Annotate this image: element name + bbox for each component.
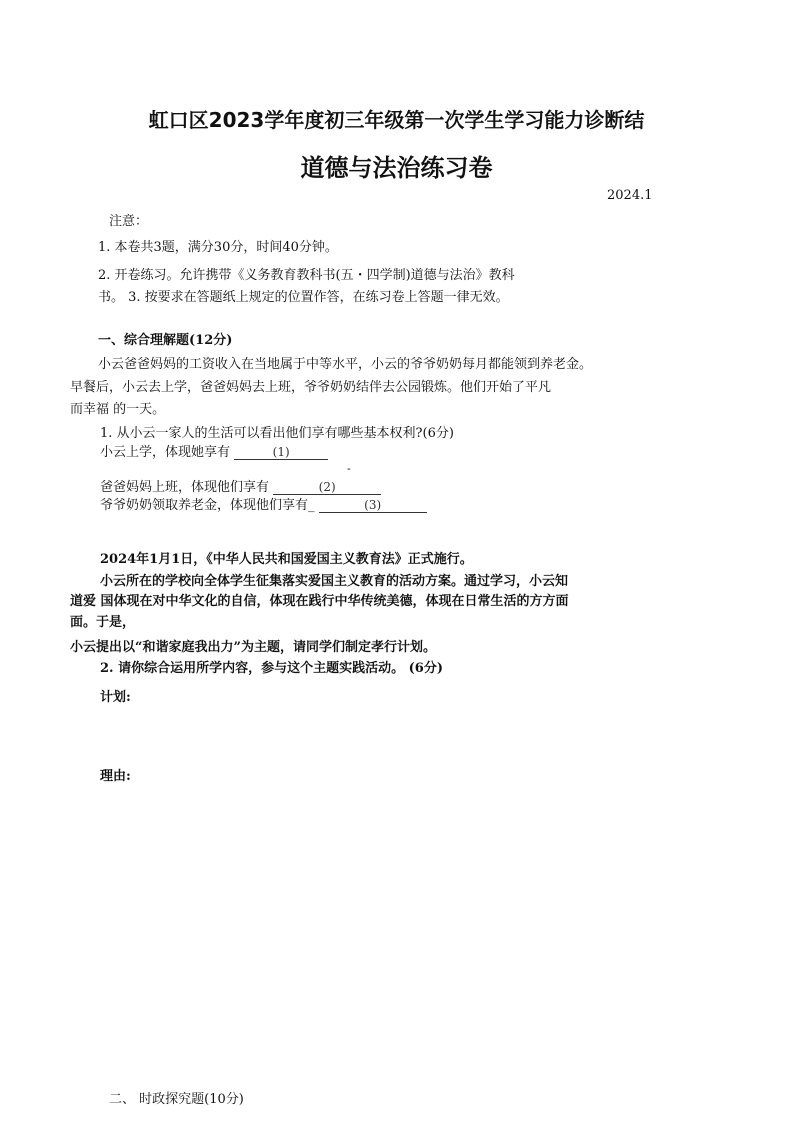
question-1-line-b: [100, 476, 381, 495]
question-1: 1. 从小云一家人的生活可以看出他们享有哪些基本权利?(6分): [100, 426, 454, 441]
exam-title-line2: 道德与法治练习卷: [300, 154, 493, 182]
notice-item-2-line1: 2. 开卷练习。允许携带《义务教育教科书(五・四学制)道德与法治》教科: [98, 268, 515, 283]
answer-blank-2[interactable]: (2): [273, 480, 381, 495]
exam-date: 2024.1: [607, 188, 653, 203]
patriot-law-line5: 小云提出以“和谐家庭我出力”为主题，请同学们制定孝行计划。: [70, 640, 436, 655]
question-1-c-text: 爷爷奶奶领取养老金，体现他们享有_: [100, 498, 315, 513]
reason-label: 理由:: [100, 769, 131, 784]
section1-paragraph-line2: 早餐后，小云去上学，爸爸妈妈去上班，爷爷奶奶结伴去公园锻炼。他们开始了平凡: [70, 380, 552, 395]
notice-item-2-line2: 书。 3. 按要求在答题纸上规定的位置作答，在练习卷上答题一律无效。: [98, 290, 509, 305]
section1-paragraph-line1: 小云爸爸妈妈的工资收入在当地属于中等水平，小云的爷爷奶奶每月都能领到养老金。: [98, 357, 593, 372]
question-1-b-text: 爸爸妈妈上班，体现他们享有: [100, 480, 270, 495]
question-2: 2. 请你综合运用所学内容，参与这个主题实践活动。 (6分): [100, 661, 443, 676]
answer-blank-3[interactable]: (3): [319, 498, 427, 513]
stray-mark: -: [347, 462, 351, 475]
patriot-law-line4: 面。于是，: [70, 615, 136, 630]
section1-paragraph-line3: 而幸福 的一天。: [70, 402, 166, 417]
question-1-line-c: [100, 494, 427, 513]
patriot-law-line2: 小云所在的学校向全体学生征集落实爱国主义教育的活动方案。通过学习，小云知: [100, 574, 569, 589]
notice-label: 注意：: [109, 214, 149, 229]
exam-title-line1: 虹口区2023学年度初三年级第一次学生学习能力诊断结: [148, 108, 645, 132]
answer-blank-1[interactable]: (1): [234, 445, 328, 460]
question-1-line-a: [100, 441, 328, 460]
section2-heading: 二、 时政探究题(10分): [109, 1092, 244, 1107]
notice-item-1: 1. 本卷共3题，满分30分，时间40分钟。: [98, 240, 338, 255]
plan-label: 计划:: [100, 690, 131, 705]
question-1-a-text: 小云上学，体现她享有: [100, 445, 231, 460]
patriot-law-line1: 2024年1月1日，《中华人民共和国爱国主义教育法》正式施行。: [100, 552, 473, 567]
patriot-law-line3: 道爱 国体现在对中华文化的自信，体现在践行中华传统美德，体现在日常生活的方方面: [70, 594, 569, 609]
section1-heading: 一、综合理解题(12分): [98, 333, 233, 348]
